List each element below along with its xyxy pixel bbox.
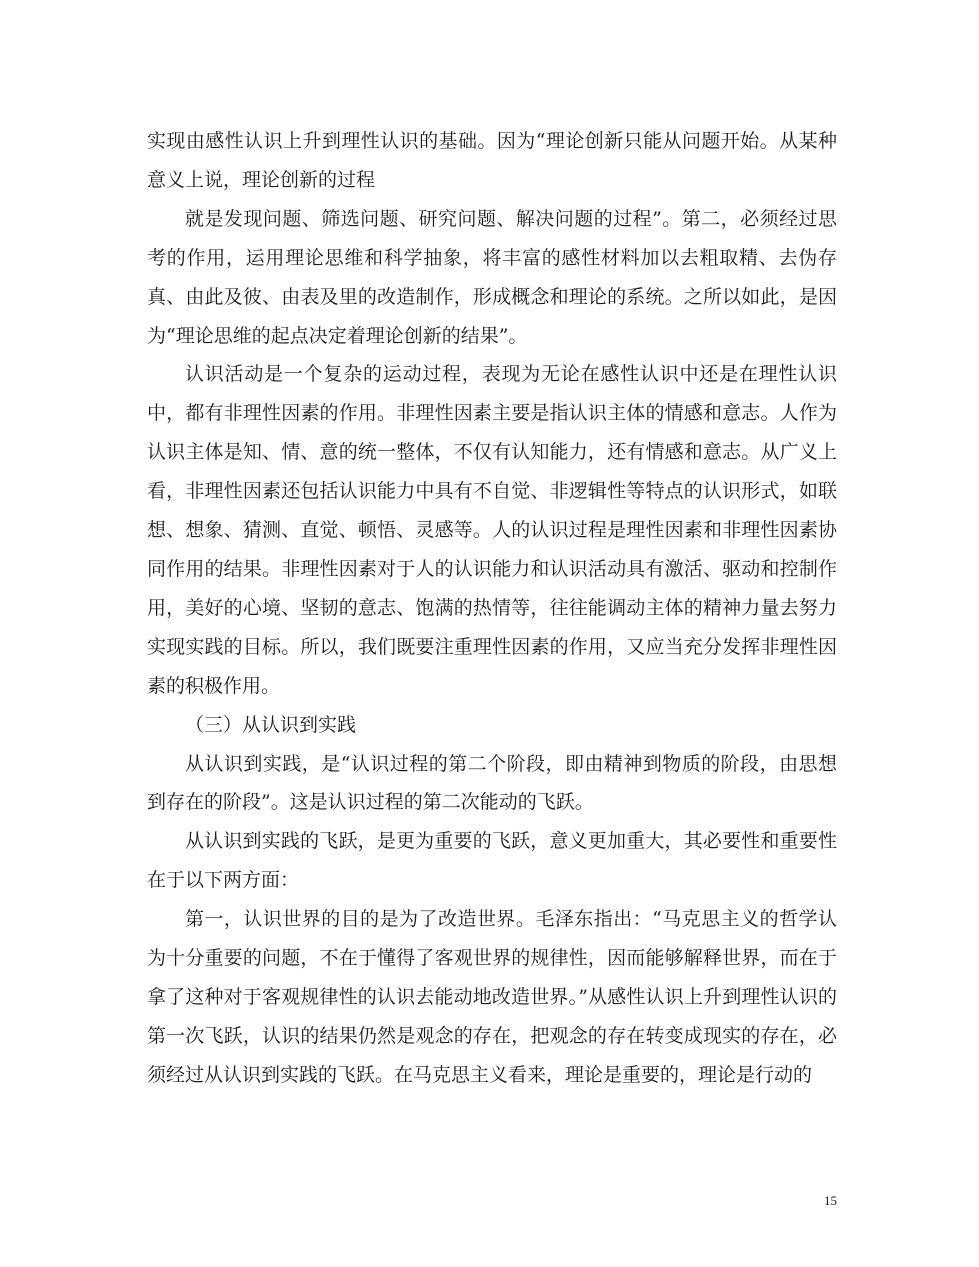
- paragraph-first-reason: 第一，认识世界的目的是为了改造世界。毛泽东指出：“马克思主义的哲学认为十分重要的问题，不在于懂得了客观世界的规律性，因而能够解释世界，而在于拿了这种对于客观规律性的认识去能动地改造世界。”从感性认识上升到理性认识的第一次飞跃，认识的结果仍然是观念的存在，把观念的存在转变成现实的存在，必须经过从认识到实践的飞跃。在马克思主义看来，理论是重要的，理论是行动的: [147, 908, 837, 1086]
- paragraph-continued: 实现由感性认识上升到理性认识的基础。因为“理论创新只能从问题开始。从某种意义上说，理论创新的过程: [147, 130, 837, 191]
- page-number: 15: [824, 1193, 837, 1208]
- body-text: [147, 122, 837, 1095]
- paragraph-second-point: 就是发现问题、筛选问题、研究问题、解决问题的过程”。第二，必须经过思考的作用，运用理论思维和科学抽象，将丰富的感性材料加以去粗取精、去伪存真、由此及彼、由表及里的改造制作，形成概念和理论的系统。之所以如此，是因为“理论思维的起点决定着理论创新的结果”。: [147, 207, 837, 347]
- section-heading: （三）从认识到实践: [185, 713, 357, 736]
- paragraph-nonrational-factors: 认识活动是一个复杂的运动过程，表现为无论在感性认识中还是在理性认识中，都有非理性因素的作用。非理性因素主要是指认识主体的情感和意志。人作为认识主体是知、情、意的统一整体，不仅有认知能力，还有情感和意志。从广义上看，非理性因素还包括认识能力中具有不自觉、非逻辑性等特点的认识形式，如联想、想象、猜测、直觉、顿悟、灵感等。人的认识过程是理性因素和非理性因素协同作用的结果。非理性因素对于人的认识能力和认识活动具有激活、驱动和控制作用，美好的心境、坚韧的意志、饱满的热情等，往往能调动主体的精神力量去努力实现实践的目标。所以，我们既要注重理性因素的作用，又应当充分发挥非理性因素的积极作用。: [147, 363, 837, 697]
- paragraph-importance: 从认识到实践的飞跃，是更为重要的飞跃，意义更加重大，其必要性和重要性在于以下两方面：: [147, 830, 837, 892]
- paragraph-cognition-to-practice: 从认识到实践，是“认识过程的第二个阶段，即由精神到物质的阶段，由思想到存在的阶段”。这是认识过程的第二次能动的飞跃。: [147, 752, 837, 814]
